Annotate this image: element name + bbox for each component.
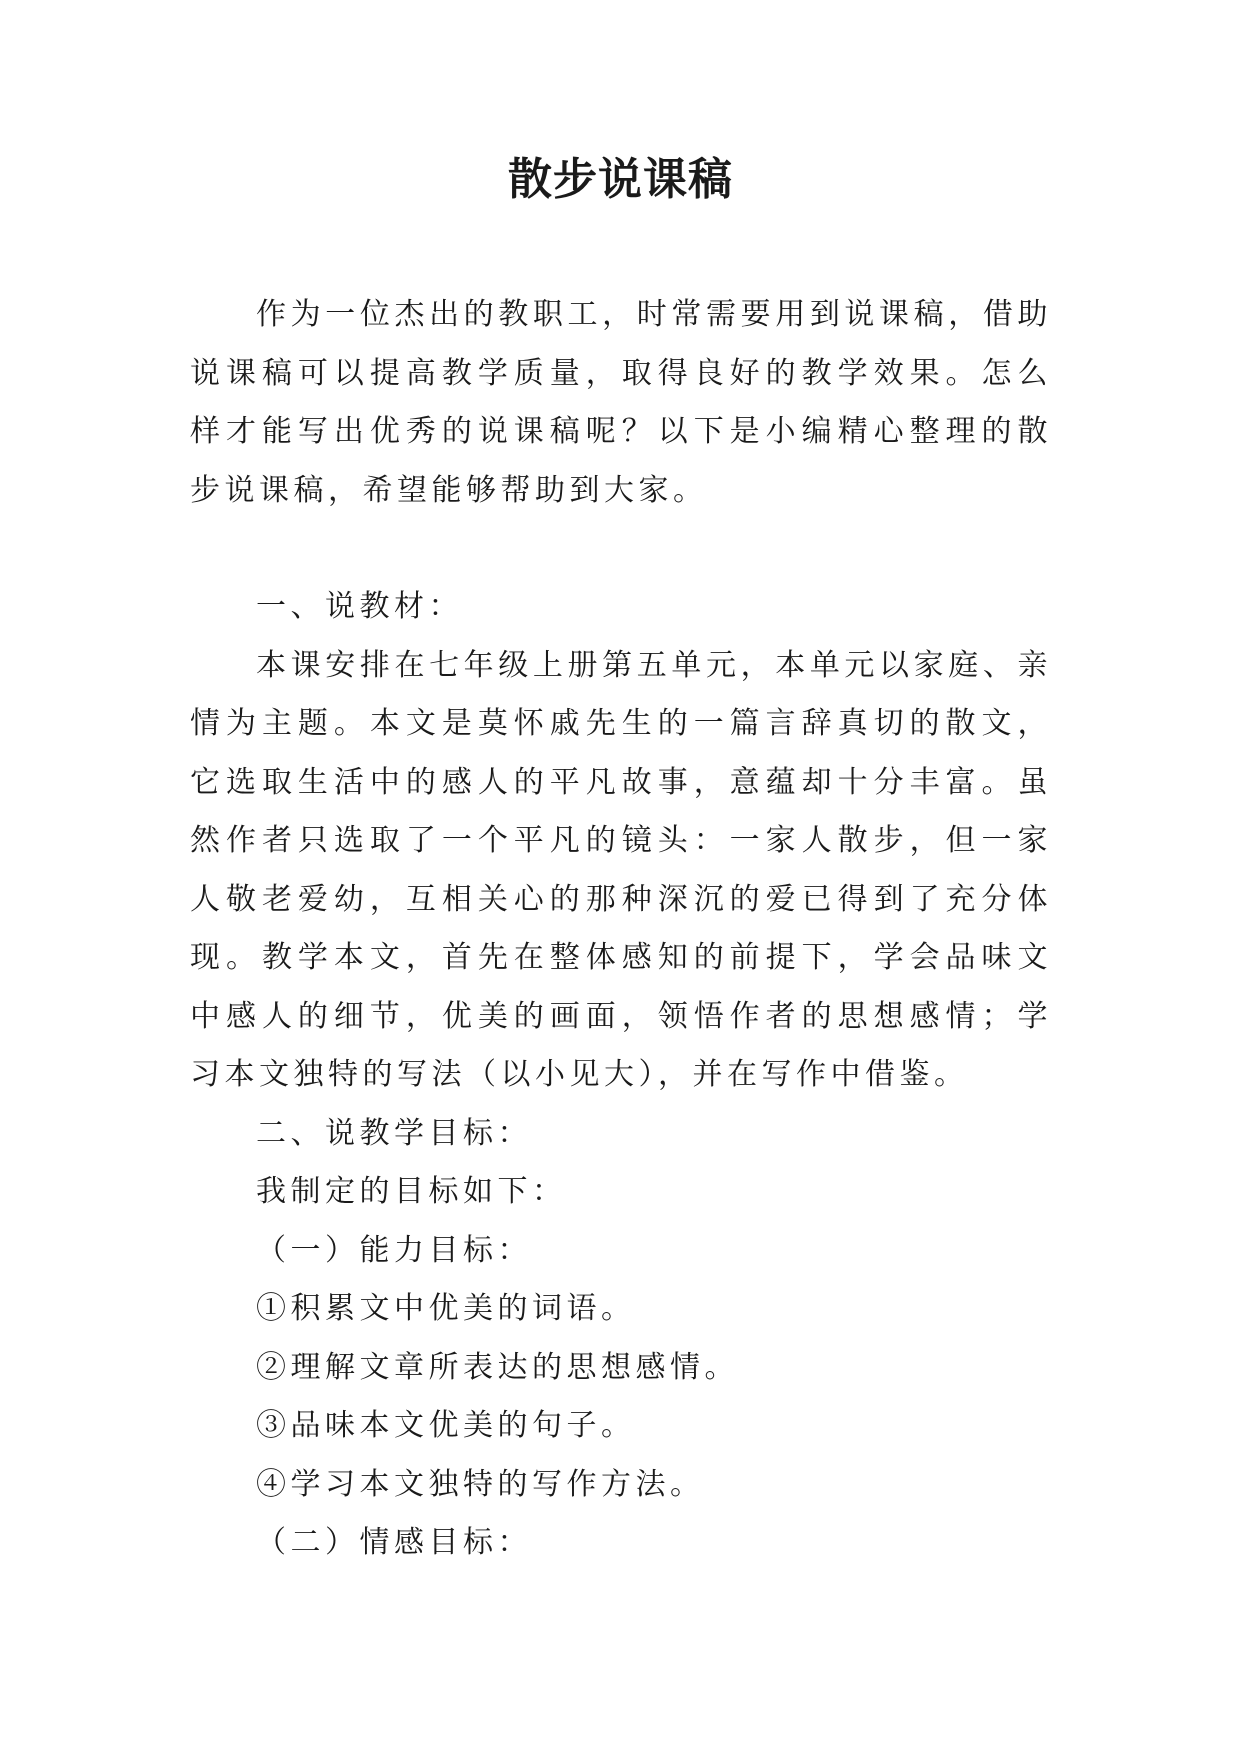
ability-objectives-heading: （一）能力目标： [256,1232,532,1268]
materials-paragraph: 本课安排在七年级上册第五单元，本单元以家庭、亲情为主题。本文是莫怀戚先生的一篇言辞真切的散文，它选取生活中的感人的平凡故事，意蕴却十分丰富。虽然作者只选取了一个平凡的镜头：一家人散步，但一家人敬老爱幼，互相关心的那种深沉的爱已得到了充分体现。教学本文，首先在整体感知的前提下，学会品味文中感人的细节，优美的画面，领悟作者的思想感情；学习本文独特的写法（以小见大），并在写作中借鉴。 [190,647,1052,1092]
section-heading-materials: 一、说教材： [256,589,463,624]
emotion-objectives-heading: （二）情感目标： [256,1525,532,1560]
objectives-intro: 我制定的目标如下： [256,1174,567,1209]
intro-paragraph: 作为一位杰出的教职工，时常需要用到说课稿，借助说课稿可以提高教学质量，取得良好的教学效果。怎么样才能写出优秀的说课稿呢？以下是小编精心整理的散步说课稿，希望能够帮助到大家。 [190,297,1052,508]
section-heading-objectives: 二、说教学目标： [256,1115,532,1151]
ability-item-2: ②理解文章所表达的思想感情。 [256,1349,739,1385]
ability-item-3: ③品味本文优美的句子。 [256,1408,636,1443]
document-body [190,286,1052,1573]
ability-item-4: ④学习本文独特的写作方法。 [256,1466,705,1502]
document-title: 散步说课稿 [508,154,733,205]
paragraph-spacer [190,520,1052,578]
ability-item-1: ①积累文中优美的词语。 [256,1291,636,1326]
